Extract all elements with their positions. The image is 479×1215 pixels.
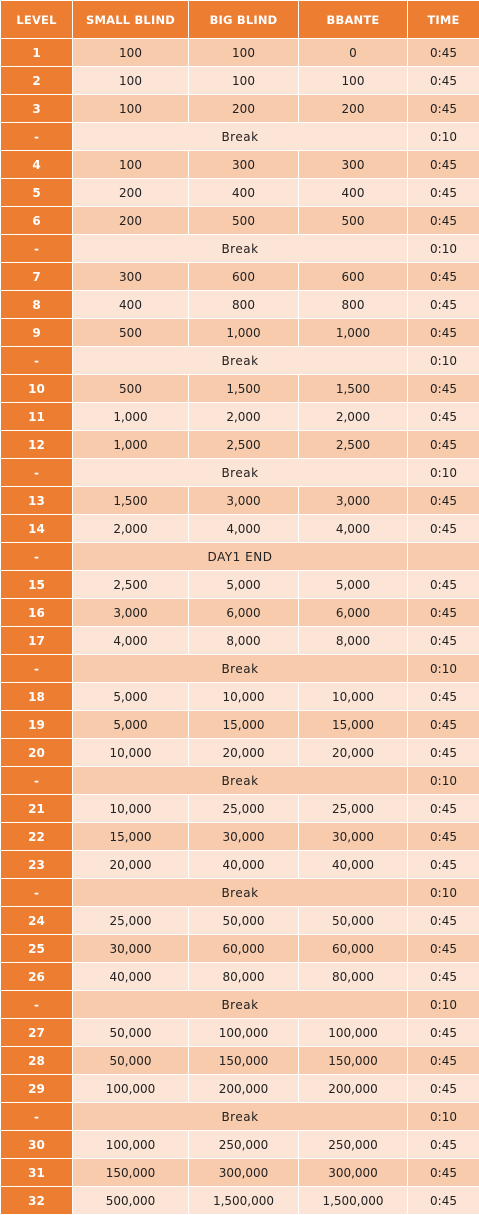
level-cell: 25 (1, 935, 73, 963)
level-cell: 12 (1, 431, 73, 459)
level-cell: 1 (1, 39, 73, 67)
small-blind-cell: 100 (73, 67, 189, 95)
bbante-cell: 500 (299, 207, 408, 235)
level-cell: 31 (1, 1159, 73, 1187)
big-blind-cell: 1,000 (189, 319, 299, 347)
big-blind-cell: 60,000 (189, 935, 299, 963)
break-label: Break (73, 991, 408, 1019)
small-blind-cell: 30,000 (73, 935, 189, 963)
break-label: Break (73, 879, 408, 907)
time-cell: 0:45 (408, 1187, 479, 1215)
time-cell: 0:45 (408, 403, 479, 431)
big-blind-cell: 250,000 (189, 1131, 299, 1159)
big-blind-cell: 80,000 (189, 963, 299, 991)
big-blind-cell: 150,000 (189, 1047, 299, 1075)
small-blind-cell: 500 (73, 319, 189, 347)
bbante-cell: 0 (299, 39, 408, 67)
table-row (1, 1187, 479, 1215)
bbante-cell: 300,000 (299, 1159, 408, 1187)
break-row (1, 991, 479, 1019)
small-blind-cell: 2,000 (73, 515, 189, 543)
time-cell: 0:45 (408, 1019, 479, 1047)
time-cell: 0:10 (408, 123, 479, 151)
table-row (1, 907, 479, 935)
bbante-cell: 30,000 (299, 823, 408, 851)
level-cell: 20 (1, 739, 73, 767)
level-cell: 7 (1, 263, 73, 291)
time-cell: 0:45 (408, 515, 479, 543)
level-cell: - (1, 347, 73, 375)
big-blind-cell: 4,000 (189, 515, 299, 543)
time-cell: 0:45 (408, 319, 479, 347)
break-label: Break (73, 767, 408, 795)
bbante-cell: 800 (299, 291, 408, 319)
break-row (1, 1103, 479, 1131)
big-blind-cell: 30,000 (189, 823, 299, 851)
level-cell: 4 (1, 151, 73, 179)
table-row (1, 1159, 479, 1187)
small-blind-cell: 100 (73, 39, 189, 67)
small-blind-cell: 500,000 (73, 1187, 189, 1215)
bbante-cell: 6,000 (299, 599, 408, 627)
bbante-cell: 100 (299, 67, 408, 95)
time-cell: 0:45 (408, 207, 479, 235)
level-cell: 27 (1, 1019, 73, 1047)
big-blind-cell: 3,000 (189, 487, 299, 515)
big-blind-cell: 500 (189, 207, 299, 235)
time-cell (408, 543, 479, 571)
table-row (1, 95, 479, 123)
small-blind-cell: 20,000 (73, 851, 189, 879)
time-cell: 0:10 (408, 767, 479, 795)
bbante-cell: 100,000 (299, 1019, 408, 1047)
big-blind-cell: 2,000 (189, 403, 299, 431)
break-label: Break (73, 235, 408, 263)
bbante-cell: 4,000 (299, 515, 408, 543)
level-cell: 5 (1, 179, 73, 207)
break-row (1, 123, 479, 151)
table-row (1, 319, 479, 347)
level-cell: 17 (1, 627, 73, 655)
break-row (1, 347, 479, 375)
time-cell: 0:10 (408, 235, 479, 263)
level-cell: 22 (1, 823, 73, 851)
table-row (1, 151, 479, 179)
table-row (1, 375, 479, 403)
big-blind-cell: 1,500,000 (189, 1187, 299, 1215)
time-cell: 0:45 (408, 599, 479, 627)
time-cell: 0:45 (408, 1047, 479, 1075)
table-row (1, 263, 479, 291)
table-row (1, 571, 479, 599)
table-row (1, 935, 479, 963)
bbante-cell: 15,000 (299, 711, 408, 739)
bbante-cell: 1,500 (299, 375, 408, 403)
bbante-cell: 250,000 (299, 1131, 408, 1159)
bbante-cell: 20,000 (299, 739, 408, 767)
time-cell: 0:10 (408, 1103, 479, 1131)
level-cell: - (1, 1103, 73, 1131)
level-cell: 6 (1, 207, 73, 235)
bbante-cell: 40,000 (299, 851, 408, 879)
big-blind-cell: 200,000 (189, 1075, 299, 1103)
table-row (1, 39, 479, 67)
small-blind-cell: 100,000 (73, 1075, 189, 1103)
break-label: Break (73, 347, 408, 375)
bbante-cell: 50,000 (299, 907, 408, 935)
table-row (1, 851, 479, 879)
header-level: LEVEL (1, 1, 73, 39)
big-blind-cell: 100 (189, 39, 299, 67)
level-cell: - (1, 123, 73, 151)
big-blind-cell: 2,500 (189, 431, 299, 459)
small-blind-cell: 150,000 (73, 1159, 189, 1187)
break-label: Break (73, 459, 408, 487)
bbante-cell: 400 (299, 179, 408, 207)
time-cell: 0:45 (408, 907, 479, 935)
header-big-blind: BIG BLIND (189, 1, 299, 39)
big-blind-cell: 400 (189, 179, 299, 207)
big-blind-cell: 300,000 (189, 1159, 299, 1187)
big-blind-cell: 15,000 (189, 711, 299, 739)
time-cell: 0:45 (408, 711, 479, 739)
small-blind-cell: 300 (73, 263, 189, 291)
table-row (1, 711, 479, 739)
small-blind-cell: 3,000 (73, 599, 189, 627)
small-blind-cell: 100,000 (73, 1131, 189, 1159)
small-blind-cell: 25,000 (73, 907, 189, 935)
bbante-cell: 10,000 (299, 683, 408, 711)
table-row (1, 515, 479, 543)
bbante-cell: 3,000 (299, 487, 408, 515)
table-row (1, 67, 479, 95)
break-row (1, 235, 479, 263)
big-blind-cell: 10,000 (189, 683, 299, 711)
small-blind-cell: 2,500 (73, 571, 189, 599)
time-cell: 0:45 (408, 935, 479, 963)
small-blind-cell: 4,000 (73, 627, 189, 655)
small-blind-cell: 50,000 (73, 1019, 189, 1047)
bbante-cell: 60,000 (299, 935, 408, 963)
header-row (1, 1, 479, 39)
time-cell: 0:45 (408, 795, 479, 823)
small-blind-cell: 200 (73, 179, 189, 207)
table-row (1, 431, 479, 459)
time-cell: 0:45 (408, 375, 479, 403)
level-cell: 23 (1, 851, 73, 879)
bbante-cell: 600 (299, 263, 408, 291)
table-body (1, 39, 479, 1215)
level-cell: 24 (1, 907, 73, 935)
table-row (1, 599, 479, 627)
small-blind-cell: 200 (73, 207, 189, 235)
big-blind-cell: 600 (189, 263, 299, 291)
small-blind-cell: 100 (73, 151, 189, 179)
table-row (1, 291, 479, 319)
time-cell: 0:45 (408, 627, 479, 655)
time-cell: 0:45 (408, 1159, 479, 1187)
time-cell: 0:45 (408, 487, 479, 515)
small-blind-cell: 500 (73, 375, 189, 403)
level-cell: 3 (1, 95, 73, 123)
big-blind-cell: 25,000 (189, 795, 299, 823)
table-row (1, 963, 479, 991)
big-blind-cell: 300 (189, 151, 299, 179)
small-blind-cell: 1,500 (73, 487, 189, 515)
level-cell: 18 (1, 683, 73, 711)
time-cell: 0:45 (408, 263, 479, 291)
time-cell: 0:45 (408, 151, 479, 179)
small-blind-cell: 400 (73, 291, 189, 319)
time-cell: 0:10 (408, 347, 479, 375)
table-row (1, 627, 479, 655)
table-row (1, 1075, 479, 1103)
big-blind-cell: 50,000 (189, 907, 299, 935)
big-blind-cell: 40,000 (189, 851, 299, 879)
level-cell: 13 (1, 487, 73, 515)
header-bbante: BBANTE (299, 1, 408, 39)
big-blind-cell: 100,000 (189, 1019, 299, 1047)
level-cell: - (1, 459, 73, 487)
time-cell: 0:45 (408, 851, 479, 879)
header-small-blind: SMALL BLIND (73, 1, 189, 39)
header-time: TIME (408, 1, 479, 39)
break-label: Break (73, 1103, 408, 1131)
time-cell: 0:45 (408, 1131, 479, 1159)
break-label: Break (73, 655, 408, 683)
time-cell: 0:45 (408, 683, 479, 711)
small-blind-cell: 40,000 (73, 963, 189, 991)
break-label: DAY1 END (73, 543, 408, 571)
small-blind-cell: 1,000 (73, 403, 189, 431)
bbante-cell: 2,000 (299, 403, 408, 431)
table-row (1, 403, 479, 431)
break-row (1, 543, 479, 571)
time-cell: 0:45 (408, 179, 479, 207)
bbante-cell: 25,000 (299, 795, 408, 823)
table-row (1, 1019, 479, 1047)
big-blind-cell: 100 (189, 67, 299, 95)
level-cell: - (1, 235, 73, 263)
level-cell: - (1, 543, 73, 571)
level-cell: 32 (1, 1187, 73, 1215)
small-blind-cell: 10,000 (73, 739, 189, 767)
time-cell: 0:45 (408, 431, 479, 459)
level-cell: 8 (1, 291, 73, 319)
small-blind-cell: 100 (73, 95, 189, 123)
time-cell: 0:45 (408, 95, 479, 123)
table-row (1, 739, 479, 767)
level-cell: 15 (1, 571, 73, 599)
time-cell: 0:45 (408, 67, 479, 95)
level-cell: 14 (1, 515, 73, 543)
table-row (1, 1131, 479, 1159)
level-cell: 26 (1, 963, 73, 991)
bbante-cell: 150,000 (299, 1047, 408, 1075)
time-cell: 0:45 (408, 963, 479, 991)
time-cell: 0:45 (408, 571, 479, 599)
table-row (1, 487, 479, 515)
table-row (1, 823, 479, 851)
break-row (1, 459, 479, 487)
level-cell: 11 (1, 403, 73, 431)
bbante-cell: 200 (299, 95, 408, 123)
big-blind-cell: 200 (189, 95, 299, 123)
time-cell: 0:10 (408, 459, 479, 487)
big-blind-cell: 5,000 (189, 571, 299, 599)
table-row (1, 179, 479, 207)
time-cell: 0:45 (408, 1075, 479, 1103)
small-blind-cell: 1,000 (73, 431, 189, 459)
bbante-cell: 1,000 (299, 319, 408, 347)
level-cell: 10 (1, 375, 73, 403)
level-cell: 9 (1, 319, 73, 347)
level-cell: - (1, 655, 73, 683)
small-blind-cell: 15,000 (73, 823, 189, 851)
level-cell: 29 (1, 1075, 73, 1103)
table-row (1, 683, 479, 711)
big-blind-cell: 6,000 (189, 599, 299, 627)
small-blind-cell: 10,000 (73, 795, 189, 823)
break-row (1, 655, 479, 683)
table-header (1, 1, 479, 39)
time-cell: 0:10 (408, 879, 479, 907)
bbante-cell: 80,000 (299, 963, 408, 991)
table-row (1, 795, 479, 823)
level-cell: 2 (1, 67, 73, 95)
big-blind-cell: 1,500 (189, 375, 299, 403)
level-cell: 19 (1, 711, 73, 739)
small-blind-cell: 5,000 (73, 711, 189, 739)
big-blind-cell: 20,000 (189, 739, 299, 767)
break-row (1, 767, 479, 795)
level-cell: 30 (1, 1131, 73, 1159)
small-blind-cell: 5,000 (73, 683, 189, 711)
level-cell: - (1, 767, 73, 795)
bbante-cell: 1,500,000 (299, 1187, 408, 1215)
bbante-cell: 2,500 (299, 431, 408, 459)
table-row (1, 207, 479, 235)
bbante-cell: 8,000 (299, 627, 408, 655)
level-cell: 21 (1, 795, 73, 823)
level-cell: 16 (1, 599, 73, 627)
time-cell: 0:10 (408, 991, 479, 1019)
level-cell: 28 (1, 1047, 73, 1075)
table-row (1, 1047, 479, 1075)
time-cell: 0:45 (408, 823, 479, 851)
time-cell: 0:45 (408, 39, 479, 67)
bbante-cell: 5,000 (299, 571, 408, 599)
time-cell: 0:45 (408, 291, 479, 319)
level-cell: - (1, 991, 73, 1019)
break-row (1, 879, 479, 907)
small-blind-cell: 50,000 (73, 1047, 189, 1075)
time-cell: 0:10 (408, 655, 479, 683)
break-label: Break (73, 123, 408, 151)
time-cell: 0:45 (408, 739, 479, 767)
bbante-cell: 300 (299, 151, 408, 179)
big-blind-cell: 800 (189, 291, 299, 319)
level-cell: - (1, 879, 73, 907)
big-blind-cell: 8,000 (189, 627, 299, 655)
bbante-cell: 200,000 (299, 1075, 408, 1103)
